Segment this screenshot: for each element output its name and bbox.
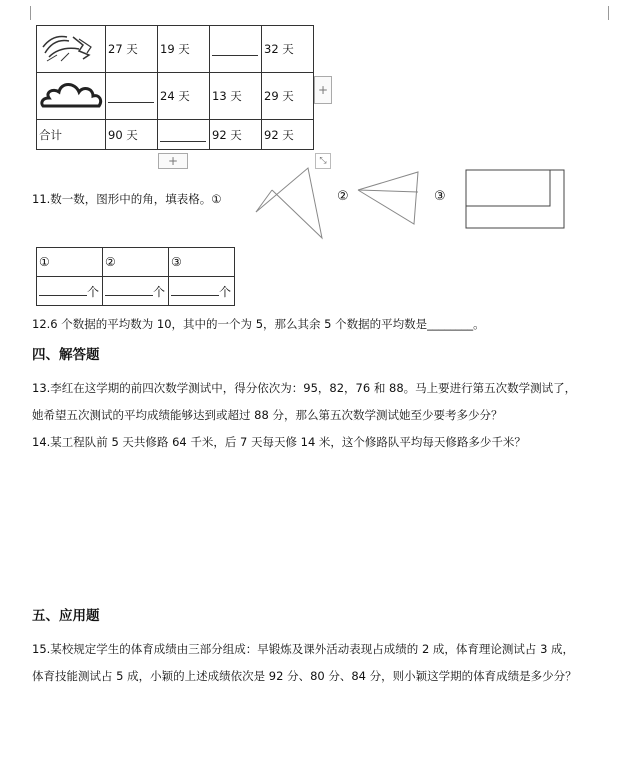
table-header: ③: [169, 248, 235, 277]
cloud-icon-cell: [37, 73, 106, 120]
figure-2-angles: [354, 168, 424, 228]
question-14: 14.某工程队前 5 天共修路 64 千米，后 7 天每天修 14 米，这个修路队平均每天修路多少千米？: [32, 435, 526, 449]
table-cell: 29 天: [262, 73, 314, 120]
table-cell: 19 天: [158, 26, 210, 73]
table-cell: 90 天: [106, 120, 158, 150]
table-row: [37, 26, 314, 73]
weather-table: [36, 25, 314, 150]
wind-icon-cell: [37, 26, 106, 73]
question-11: 11.数一数，图形中的角，填表格。①: [32, 192, 222, 206]
table-cell: 24 天: [158, 73, 210, 120]
add-row-button[interactable]: +: [158, 153, 188, 169]
resize-handle-icon[interactable]: ⤡: [315, 153, 331, 169]
wind-icon: [39, 31, 101, 65]
table-row: [37, 248, 235, 277]
cloud-icon: [39, 80, 103, 110]
table-cell: 92 天: [210, 120, 262, 150]
table-cell: [106, 73, 158, 120]
section-heading-5: 五、应用题: [32, 608, 100, 624]
answer-blank[interactable]: [160, 129, 206, 142]
crop-mark-left: [30, 6, 31, 20]
answer-blank[interactable]: [212, 43, 258, 56]
crop-mark-right: [608, 6, 609, 20]
table-row: [37, 277, 235, 306]
answer-blank[interactable]: [171, 283, 219, 296]
table-cell: 13 天: [210, 73, 262, 120]
question-15-line2: 体育技能测试占 5 成，小颖的上述成绩依次是 92 分、80 分、84 分，则小颖这学期的体育成绩是多少分？: [32, 669, 577, 683]
question-13-line2: 她希望五次测试的平均成绩能够达到或超过 88 分，那么第五次数学测试她至少要考多少分？: [32, 408, 503, 422]
figure-3-rectangles: [464, 168, 568, 230]
table-row: [37, 120, 314, 150]
table-cell: [103, 277, 169, 306]
table-cell: [210, 26, 262, 73]
answer-blank[interactable]: [105, 283, 153, 296]
table-cell: [169, 277, 235, 306]
figure-1-angles: [252, 160, 332, 240]
section-heading-4: 四、解答题: [32, 347, 100, 363]
question-15-line1: 15.某校规定学生的体育成绩由三部分组成：早锻炼及课外活动表现占成绩的 2 成，体育理论测试占 3 成，: [32, 642, 575, 656]
answer-blank[interactable]: [39, 283, 87, 296]
question-12: 12.6 个数据的平均数为 10，其中的一个为 5，那么其余 5 个数据的平均数是________。: [32, 317, 485, 331]
table-cell: [158, 120, 210, 150]
table-cell: 27 天: [106, 26, 158, 73]
angles-answer-table: [36, 247, 235, 306]
table-cell: 合计: [37, 120, 106, 150]
unit-label: 个: [219, 284, 232, 299]
table-cell: [37, 277, 103, 306]
answer-blank[interactable]: [108, 90, 154, 103]
table-cell: 92 天: [262, 120, 314, 150]
add-column-button[interactable]: +: [314, 76, 332, 104]
table-header: ②: [103, 248, 169, 277]
figure-3-marker: ③: [434, 189, 446, 204]
unit-label: 个: [153, 284, 166, 299]
unit-label: 个: [87, 284, 100, 299]
table-row: [37, 73, 314, 120]
table-header: ①: [37, 248, 103, 277]
figure-2-marker: ②: [337, 189, 349, 204]
table-cell: 32 天: [262, 26, 314, 73]
question-13-line1: 13.李红在这学期的前四次数学测试中，得分依次为：95，82，76 和 88。马上要进行第五次数学测试了，: [32, 381, 577, 395]
